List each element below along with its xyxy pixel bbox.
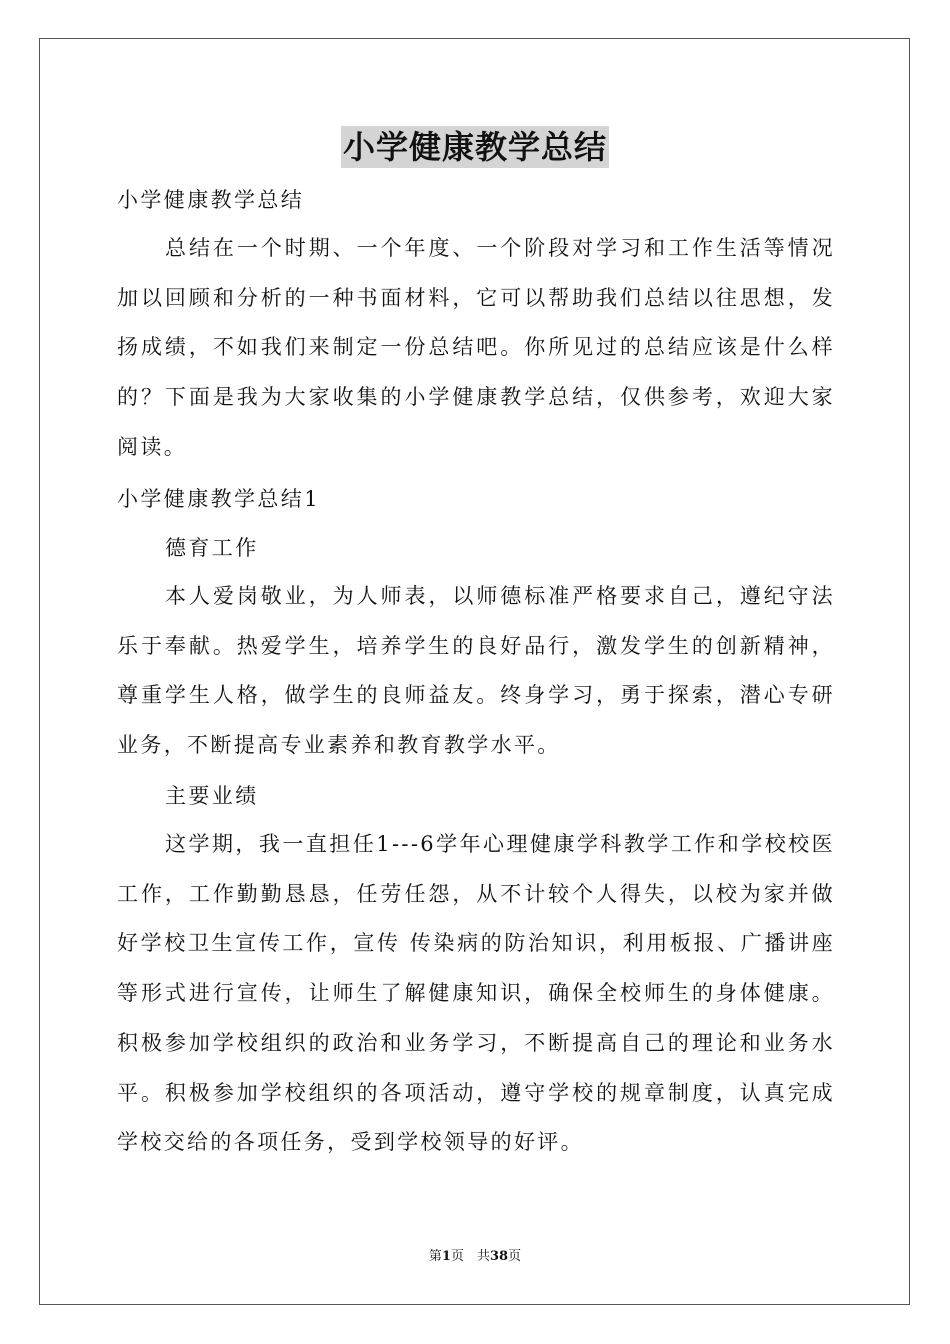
page-footer — [0, 1249, 950, 1265]
footer-total-pages: 38 — [489, 1249, 509, 1264]
footer-page-mid: 页 共 — [450, 1249, 490, 1264]
intro-paragraph: 总结在一个时期、一个年度、一个阶段对学习和工作生活等情况加以回顾和分析的一种书面材料，它可以帮助我们总结以往思想，发扬成绩，不如我们来制定一份总结吧。你所见过的总结应该是什么样的？下面是我为大家收集的小学健康教学总结，仅供参考，欢迎大家阅读。 — [117, 236, 835, 459]
footer-page-number: 1 — [441, 1249, 451, 1264]
footer-page-prefix: 第 — [428, 1249, 442, 1264]
section-heading: 小学健康教学总结1 — [117, 487, 320, 511]
achievement-heading: 主要业绩 — [165, 784, 259, 808]
footer-page-suffix: 页 — [508, 1249, 522, 1264]
moral-work-heading: 德育工作 — [165, 536, 259, 560]
achievement-paragraph: 这学期，我一直担任1---6学年心理健康学科教学工作和学校校医工作，工作勤勤恳恳，任劳任怨，从不计较个人得失，以校为家并做好学校卫生宣传工作，宣传 传染病的防治知识，利用板报、广播讲座等形式进行宣传，让师生了解健康知识，确保全校师生的身体健康。积极参加学校组织的政治和业务学习，不断提高自己的理论和业务水平。积极参加学校组织的各项活动，遵守学校的规章制度，认真完成学校交给的各项任务，受到学校领导的好评。 — [117, 832, 835, 1155]
document-title: 小学健康教学总结 — [342, 128, 607, 166]
document-subtitle: 小学健康教学总结 — [117, 188, 305, 212]
title-container — [0, 126, 950, 168]
moral-work-paragraph: 本人爱岗敬业，为人师表，以师德标准严格要求自己，遵纪守法乐于奉献。热爱学生，培养学生的良好品行，激发学生的创新精神，尊重学生人格，做学生的良师益友。终身学习，勇于探索，潜心专研业务，不断提高专业素养和教育教学水平。 — [117, 584, 835, 758]
